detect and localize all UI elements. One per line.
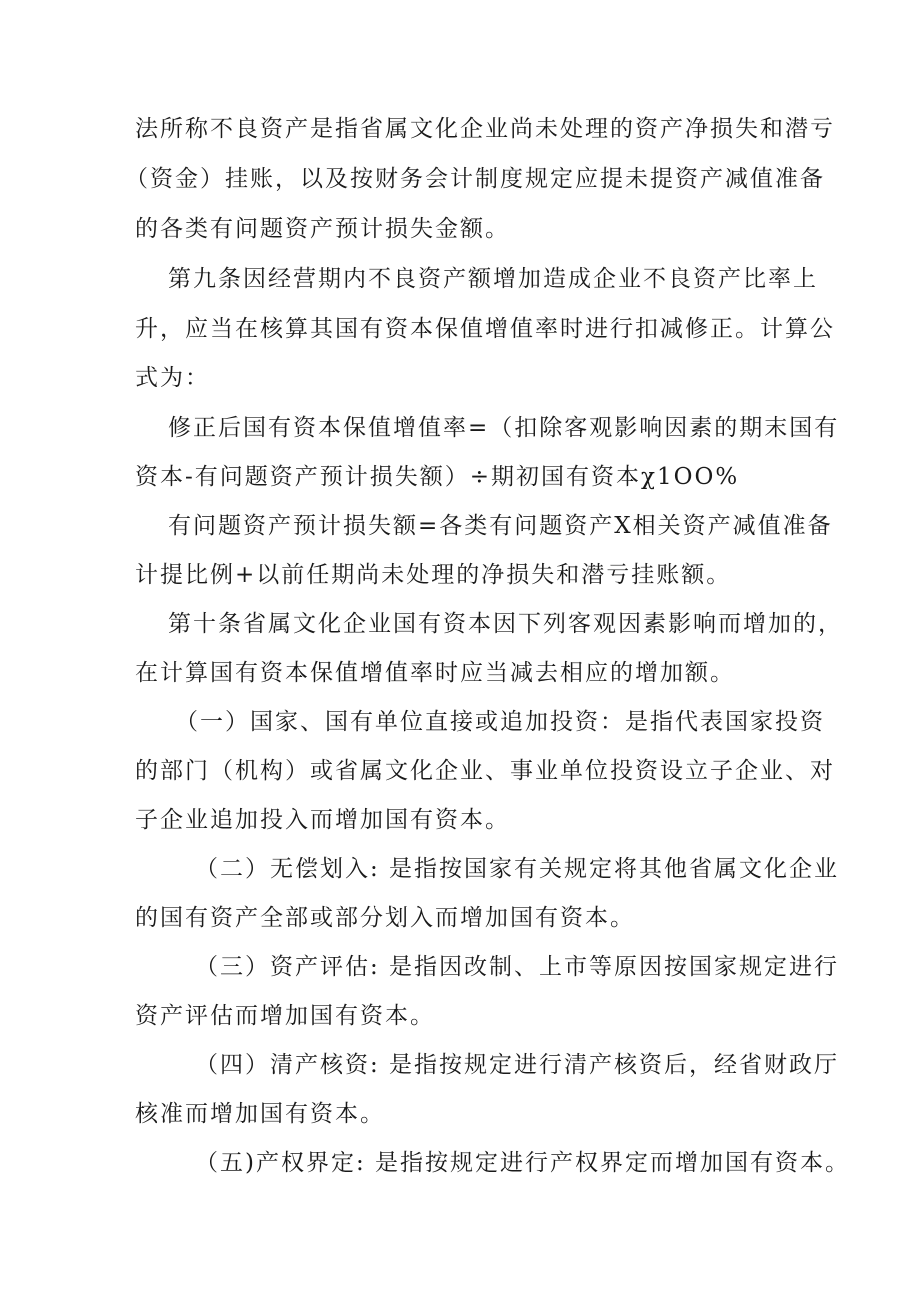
- text-line: 升，应当在核算其国有资本保值增值率时进行扣减修正。计算公: [135, 316, 835, 342]
- text-line: 子企业追加投入而增加国有资本。: [135, 807, 510, 833]
- text-line: （资金）挂账，以及按财务会计制度规定应提未提资产减值准备: [125, 166, 825, 192]
- text-line: （三）资产评估: 是指因改制、上市等原因按国家规定进行: [195, 954, 840, 980]
- text-line: 在计算国有资本保值增值率时应当减去相应的增加额。: [135, 660, 735, 686]
- text-line: 的各类有问题资产预计损失金额。: [135, 216, 510, 242]
- text-line: （一）国家、国有单位直接或追加投资：是指代表国家投资: [175, 709, 825, 735]
- text-line: 式为：: [135, 365, 210, 391]
- text-line: （四）清产核资: 是指按规定进行清产核资后，经省财政厅: [195, 1052, 840, 1078]
- text-line: 修正后国有资本保值增值率=（扣除客观影响因素的期末国有: [168, 415, 840, 441]
- text-line: （五)产权界定: 是指按规定进行产权界定而增加国有资本。: [195, 1150, 851, 1176]
- text-line: 资产评估而增加国有资本。: [135, 1003, 435, 1029]
- text-line: 第十条省属文化企业国有资本因下列客观因素影响而增加的，: [168, 611, 843, 637]
- text-line: 第九条因经营期内不良资产额增加造成企业不良资产比率上: [168, 266, 818, 292]
- text-line: 资本-有问题资产预计损失额）÷期初国有资本χ1OO%: [135, 464, 740, 490]
- text-line: 核准而增加国有资本。: [135, 1101, 385, 1127]
- text-line: 法所称不良资产是指省属文化企业尚未处理的资产净损失和潜亏: [135, 116, 835, 142]
- text-line: 的国有资产全部或部分划入而增加国有资本。: [135, 905, 635, 931]
- text-line: 有问题资产预计损失额=各类有问题资产X相关资产减值准备: [168, 513, 833, 539]
- text-line: 计提比例+以前任期尚未处理的净损失和潜亏挂账额。: [135, 562, 732, 588]
- text-line: 的部门（机构）或省属文化企业、事业单位投资设立子企业、对: [135, 758, 835, 784]
- text-line: （二）无偿划入: 是指按国家有关规定将其他省属文化企业: [195, 856, 840, 882]
